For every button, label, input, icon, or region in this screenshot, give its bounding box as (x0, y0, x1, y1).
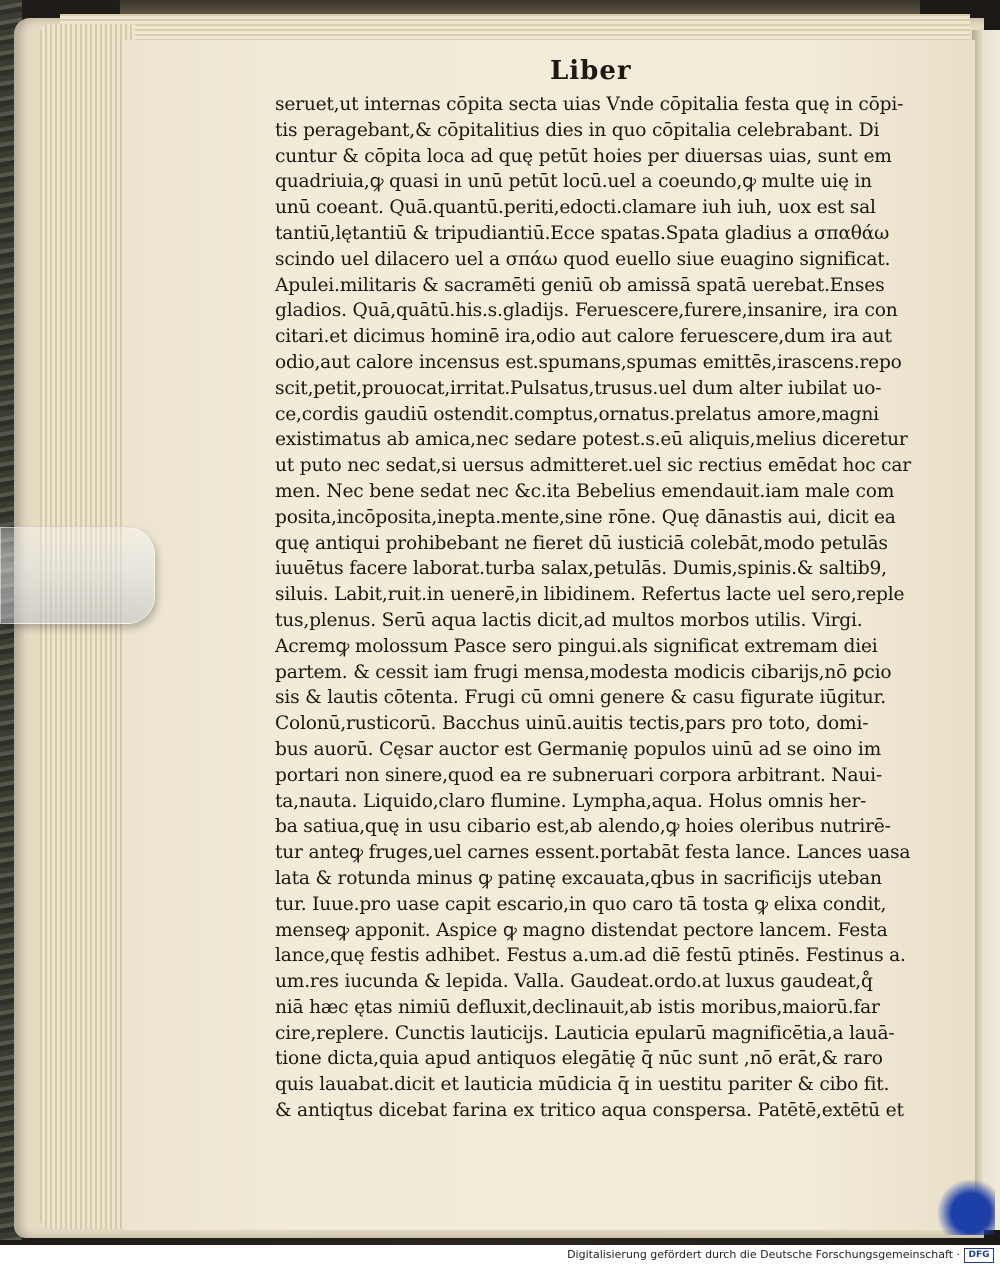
text-line: niā hæc ętas nimiū defluxit,declinauit,ab istis moribus,maiorū.far (275, 996, 880, 1018)
text-line: tus,plenus. Serū aqua lactis dicit,ad multos morbos utilis. Virgi. (275, 609, 863, 631)
glass-page-weight (0, 527, 155, 624)
text-line: cire,replere. Cunctis lauticijs. Lauticia epularū magnificētia,a lauā- (275, 1022, 895, 1044)
text-line: quadriuia,ꝙ quasi in unū petūt locū.uel a coeundo,ꝙ multe uię in (275, 171, 872, 193)
text-line: portari non sinere,quod ea re subneruari corpora arbitrant. Naui- (275, 764, 882, 786)
text-line: Acremꝙ molossum Pasce sero pingui.als significat extremam diei (275, 635, 878, 657)
text-line: odio,aut calore incensus est.spumans,spumas emittēs,irascens.repo (275, 351, 902, 373)
text-line: quę antiqui prohibebant ne fieret dū iusticiā colebāt,modo petulās (275, 532, 888, 554)
text-line: lata & rotunda minus ꝙ patinę excauata,qbus in sacrificijs uteban (275, 867, 882, 889)
text-line: ba satiua,quę in usu cibario est,ab alendo,ꝙ hoies oleribus nutrirē- (275, 816, 891, 838)
text-line: um.res iucunda & lepida. Valla. Gaudeat.ordo.at luxus gaudeat,q̊ (275, 971, 873, 993)
text-line: tantiū,lętantiū & tripudiantiū.Ecce spatas.Spata gladius a σπαθάω (275, 222, 890, 244)
page-text-block (275, 92, 915, 1124)
footer-credit-text: Digitalisierung gefördert durch die Deutsche Forschungsgemeinschaft · (567, 1248, 960, 1261)
text-line: tur anteꝙ fruges,uel carnes essent.portabāt festa lance. Lances uasa (275, 842, 911, 864)
text-line: citari.et dicimus hominē ira,odio aut calore feruescere,dum ira aut (275, 326, 892, 348)
text-line: sis & lautis cōtenta. Frugi cū omni genere & casu figurate iūgitur. (275, 687, 886, 709)
text-line: ta,nauta. Liquido,claro flumine. Lympha,aqua. Holus omnis her- (275, 790, 867, 812)
text-line: quis lauabat.dicit et lauticia mūdicia q̄ in uestitu pariter & cibo fit. (275, 1074, 890, 1096)
text-line: existimatus ab amica,nec sedare potest.s.eū aliquis,melius diceretur (275, 429, 908, 451)
text-line: Apulei.militaris & sacramēti geniū ob amissā spatā uerebat.Enses (275, 274, 885, 296)
text-line: tur. Iuue.pro uase capit escario,in quo caro tā tosta ꝙ elixa condit, (275, 893, 887, 915)
text-line: scit,petit,prouocat,irritat.Pulsatus,trusus.uel dum alter iubilat uo- (275, 377, 882, 399)
text-line: ce,cordis gaudiū ostendit.comptus,ornatus.prelatus amore,magni (275, 403, 879, 425)
credit-footer (0, 1245, 1000, 1265)
text-line: & antiqtus dicebat farina ex tritico aqua conspersa. Patētē,extētū et (275, 1100, 904, 1122)
text-line: scindo uel dilacero uel a σπάω quod euello siue euagino significat. (275, 248, 891, 270)
text-line: siluis. Labit,ruit.in uenerē,in libidinem. Refertus lacte uel sero,reple (275, 584, 905, 606)
text-line: tione dicta,quia apud antiquos elegātię q̄ nūc sunt ,nō erāt,& raro (275, 1048, 883, 1070)
text-line: tis peragebant,& cōpitalitius dies in quo cōpitalia celebrabant. Di (275, 119, 880, 141)
text-line: seruet,ut internas cōpita secta uias Vnde cōpitalia festa quę in cōpi- (275, 94, 904, 115)
text-line: Colonū,rusticorū. Bacchus uinū.auitis tectis,pars pro toto, domi- (275, 713, 869, 735)
text-line: bus auorū. Cęsar auctor est Germanię populos uinū ad se oino im (275, 738, 881, 760)
text-line: cuntur & cōpita loca ad quę petūt hoies per diuersas uias, sunt em (275, 145, 892, 167)
text-line: partem. & cessit iam frugi mensa,modesta modicis cibarijs,nō ꝑcio (275, 661, 892, 683)
page-fore-edges (40, 24, 135, 1229)
ink-stain (935, 1180, 995, 1235)
text-line: lance,quę festis adhibet. Festus a.um.ad diē festū ptinēs. Festinus a. (275, 945, 906, 967)
text-line: gladios. Quā,quātū.his.s.gladijs. Feruescere,furere,insanire, ira con (275, 300, 898, 322)
text-line: men. Nec bene sedat nec &c.ita Bebelius emendauit.iam male com (275, 480, 895, 502)
text-line: posita,incōposita,inepta.mente,sine rōne. Quę dānastis aui, dicit ea (275, 506, 896, 528)
text-line: menseꝙ apponit. Aspice ꝙ magno distendat pectore lancem. Festa (275, 919, 888, 941)
facing-page-edge (972, 30, 1000, 1230)
text-line: unū coeant. Quā.quantū.periti,edocti.clamare iuh iuh, uox est sal (275, 197, 876, 219)
text-line: iuuētus facere laborat.turba salax,petulās. Dumis,spinis.& saltib9, (275, 558, 887, 580)
dfg-logo: DFG (964, 1248, 994, 1263)
running-head: Liber (550, 56, 632, 86)
text-line: ut puto nec sedat,si uersus admitteret.uel sic rectius emēdat hoc car (275, 455, 911, 477)
